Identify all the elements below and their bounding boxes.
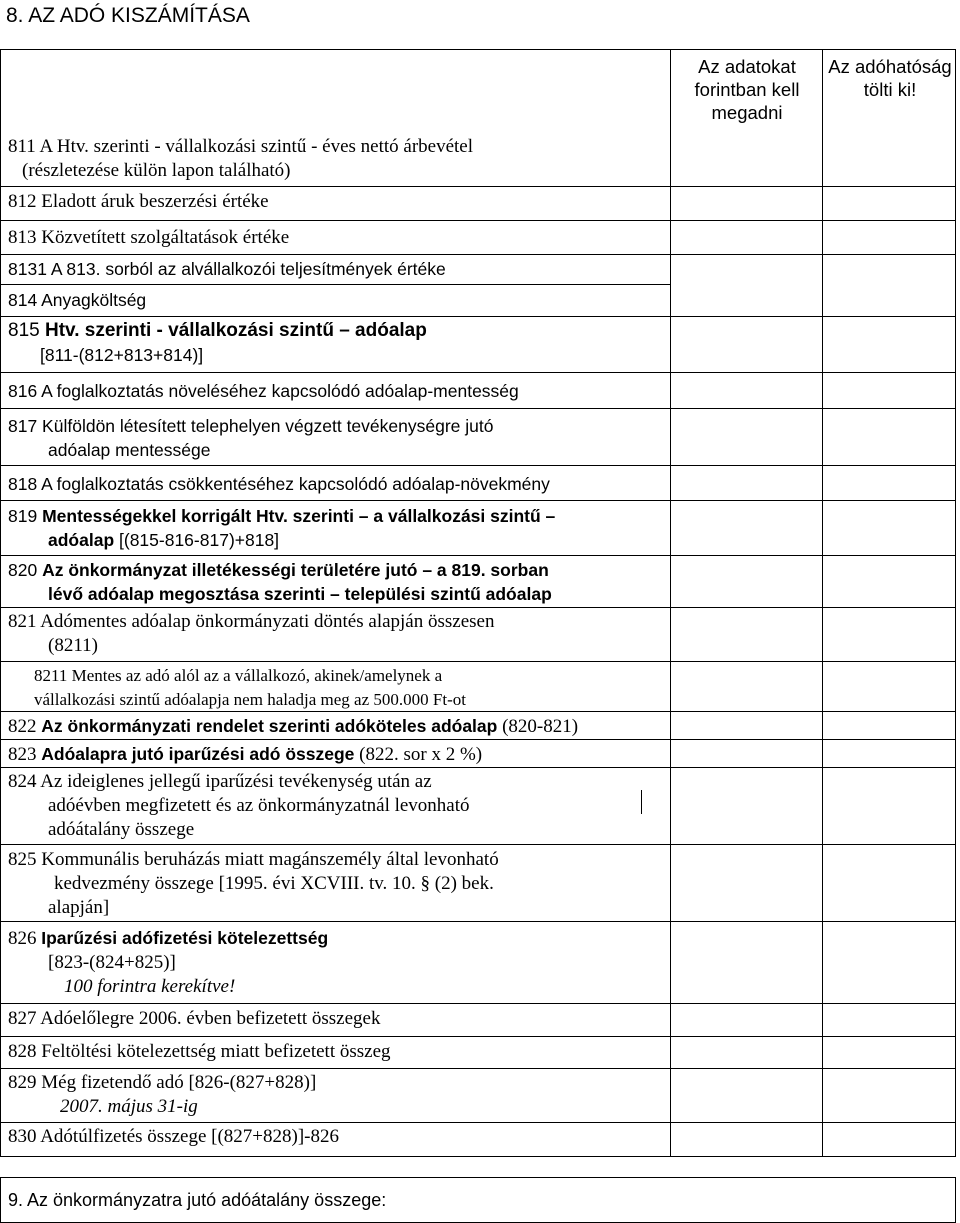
row-819: 819 Mentességekkel korrigált Htv. szerinti – a vállalkozási szintű – adóalap [(815-816-817)+818] [8,506,556,550]
row-8131: 8131 A 813. sorból az alvállalkozói teljesítmények értéke [8,259,446,279]
row-818: 818 A foglalkoztatás csökkentéséhez kapcsolódó adóalap-növekmény [8,474,550,494]
row-817: 817 Külföldön létesített telephelyen végzett tevékenységre jutó adóalap mentessége [8,416,494,460]
row-divider [0,254,956,255]
section-title: 8. AZ ADÓ KISZÁMÍTÁSA [6,4,250,27]
row-divider [0,1003,956,1004]
header-amount-column: Az adatokat forintban kell megadni [694,56,800,123]
row-divider [0,555,956,556]
row-822: 822 Az önkormányzati rendelet szerinti adóköteles adóalap (820-821) [8,716,579,737]
row-divider [0,921,956,922]
row-826: 826 Iparűzési adófizetési kötelezettség [823-(824+825)] 100 forintra kerekítve! [8,928,329,997]
row-divider [0,372,956,373]
row-divider [0,1068,956,1069]
row-divider [0,284,670,285]
row-830: 830 Adótúlfizetés összege [(827+828)]-826 [8,1126,339,1147]
row-821: 821 Adómentes adóalap önkormányzati döntés alapján összesen (8211) [8,611,495,656]
row-814: 814 Anyagköltség [8,290,147,310]
column-divider [822,49,823,1157]
row-825: 825 Kommunális beruházás miatt magánszemély által levonható kedvezmény összege [1995. évi XCVIII. tv. 10. § (2) bek. alapján] [8,849,499,918]
row-divider [0,220,956,221]
footer-label: 9. Az önkormányzatra jutó adóátalány összege: [8,1190,387,1210]
row-divider [0,607,956,608]
row-divider [0,739,956,740]
row-divider [0,1036,956,1037]
row-813: 813 Közvetített szolgáltatások értéke [8,227,290,248]
row-divider [0,1122,956,1123]
row-820: 820 Az önkormányzat illetékességi területére jutó – a 819. sorban lévő adóalap megosztása szerinti – települési szintű adóalap [8,560,552,604]
row-824: 824 Az ideiglenes jellegű iparűzési tevékenység után az adóévben megfizetett és az önkormányzatnál levonható adóátalány összege [8,771,470,840]
row-816: 816 A foglalkoztatás növeléséhez kapcsolódó adóalap-mentesség [8,381,519,401]
row-8211: 8211 Mentes az adó alól az a vállalkozó, akinek/amelynek a vállalkozási szintű adóalapja nem haladja meg az 500.000 Ft-ot [34,666,466,709]
row-827: 827 Adóelőlegre 2006. évben befizetett összegek [8,1008,381,1029]
row-811: 811 A Htv. szerinti - vállalkozási szintű - éves nettó árbevétel (részletezése külön lapon található) [8,136,474,181]
row-829: 829 Még fizetendő adó [826-(827+828)] 2007. május 31-ig [8,1072,317,1117]
row-828: 828 Feltöltési kötelezettség miatt befizetett összeg [8,1041,391,1062]
row-divider [0,186,956,187]
row-divider [0,767,956,768]
row-divider [0,500,956,501]
row-divider [0,316,956,317]
column-divider [670,49,671,1157]
row-divider [0,661,956,662]
row-823: 823 Adóalapra jutó iparűzési adó összege (822. sor x 2 %) [8,744,483,765]
row-815: 815 Htv. szerinti - vállalkozási szintű – adóalap [811-(812+813+814)] [8,320,427,365]
text-cursor-mark [641,790,642,814]
header-authority-column: Az adóhatóság tölti ki! [828,56,952,100]
row-divider [0,844,956,845]
row-812: 812 Eladott áruk beszerzési értéke [8,191,269,212]
row-divider [0,465,956,466]
row-divider [0,408,956,409]
